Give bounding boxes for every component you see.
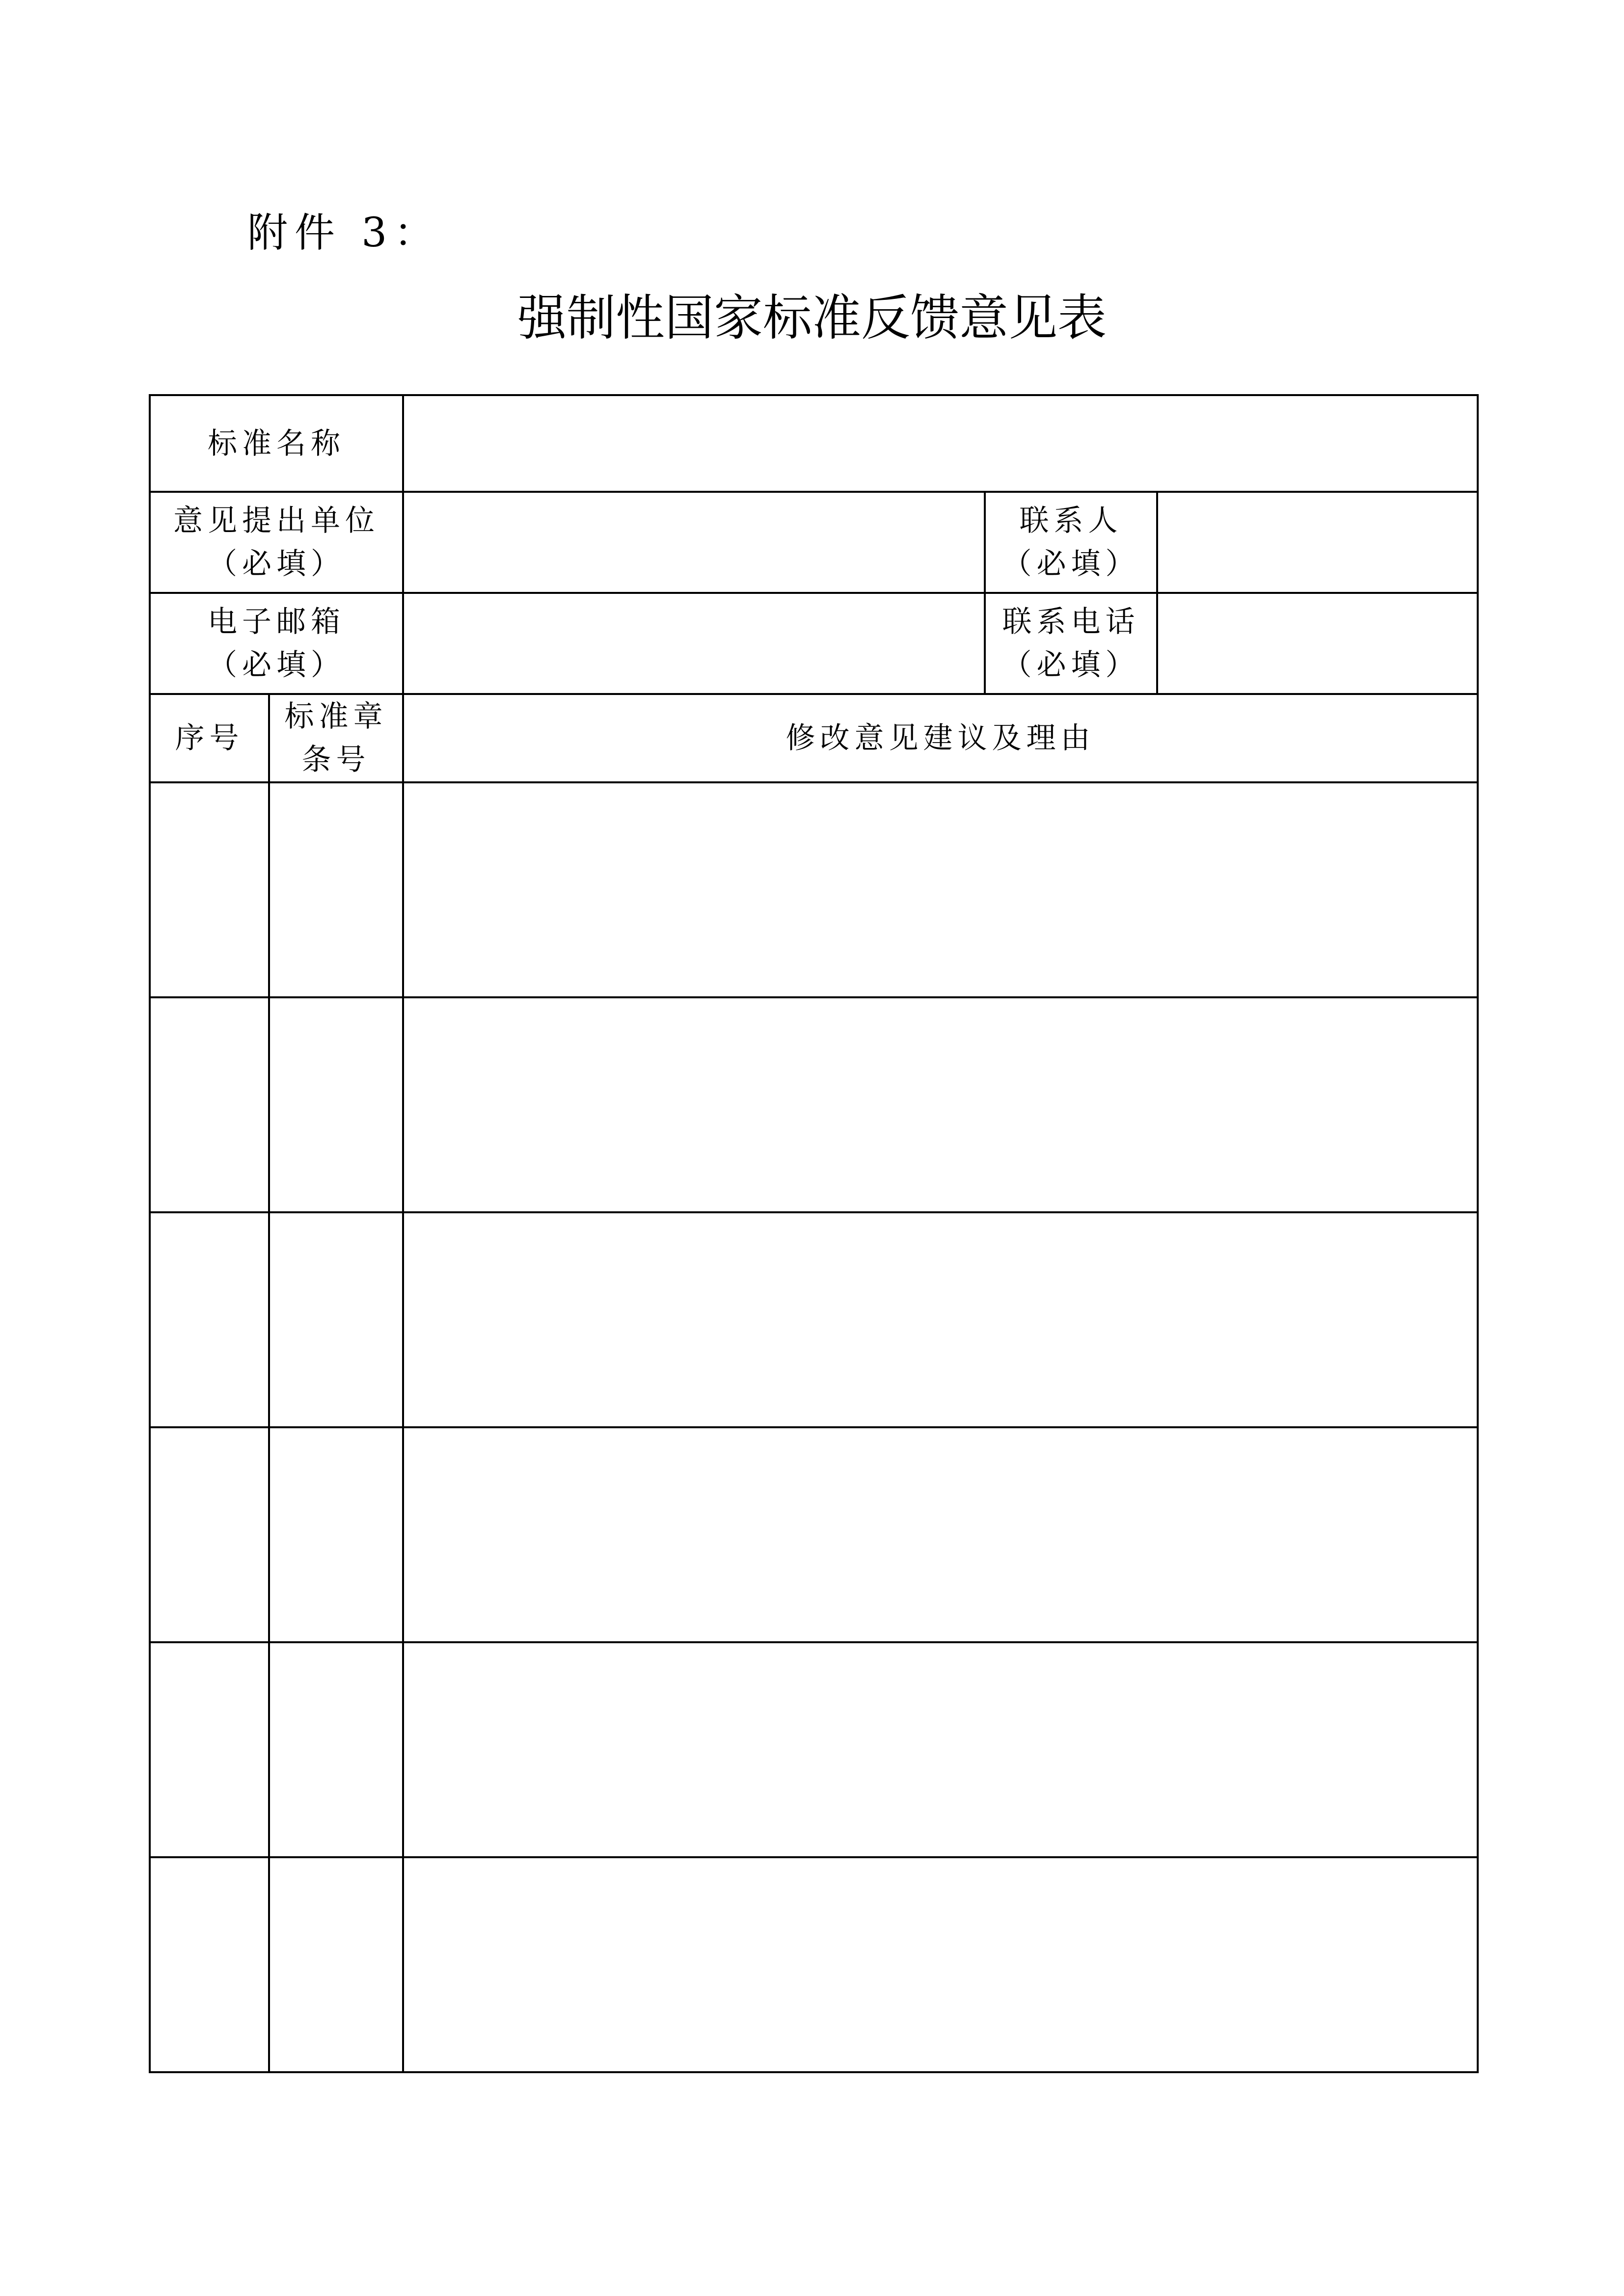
clause-no-header: 标准章条号 (269, 694, 403, 782)
required-note: （必填） (208, 547, 345, 581)
serial-no-cell[interactable] (150, 782, 269, 997)
email-field[interactable] (403, 593, 985, 694)
contact-phone-field[interactable] (1157, 593, 1478, 694)
clause-no-cell[interactable] (269, 1427, 403, 1642)
required-note: （必填） (1002, 547, 1140, 581)
table-row (150, 782, 1478, 997)
attachment-label: 附件 3： (247, 210, 441, 256)
standard-name-label: 标准名称 (150, 395, 403, 492)
submitting-unit-label: 意见提出单位 （必填） (150, 492, 403, 593)
required-note: （必填） (1002, 648, 1140, 682)
clause-no-cell[interactable] (269, 782, 403, 997)
standard-name-field[interactable] (403, 395, 1478, 492)
contact-person-field[interactable] (1157, 492, 1478, 593)
suggestion-cell[interactable] (403, 1212, 1478, 1427)
clause-no-cell[interactable] (269, 1857, 403, 2072)
clause-no-cell[interactable] (269, 1642, 403, 1857)
email-label: 电子邮箱 （必填） (150, 593, 403, 694)
serial-no-cell[interactable] (150, 1427, 269, 1642)
submitting-unit-field[interactable] (403, 492, 985, 593)
email-row (150, 593, 1478, 694)
suggestion-cell[interactable] (403, 1857, 1478, 2072)
table-header-row (150, 694, 1478, 782)
serial-no-header: 序号 (150, 694, 269, 782)
table-row (150, 1857, 1478, 2072)
suggestion-cell[interactable] (403, 997, 1478, 1212)
serial-no-cell[interactable] (150, 1212, 269, 1427)
serial-no-cell[interactable] (150, 997, 269, 1212)
suggestion-header: 修改意见建议及理由 (403, 694, 1478, 782)
required-note: （必填） (208, 648, 345, 682)
suggestion-cell[interactable] (403, 782, 1478, 997)
suggestion-cell[interactable] (403, 1642, 1478, 1857)
submitting-unit-row (150, 492, 1478, 593)
clause-no-cell[interactable] (269, 1212, 403, 1427)
serial-no-cell[interactable] (150, 1857, 269, 2072)
feedback-form-table (149, 394, 1479, 2073)
contact-person-label: 联系人 （必填） (985, 492, 1157, 593)
contact-phone-label: 联系电话 （必填） (985, 593, 1157, 694)
table-row (150, 1212, 1478, 1427)
suggestion-cell[interactable] (403, 1427, 1478, 1642)
table-row (150, 1427, 1478, 1642)
clause-no-cell[interactable] (269, 997, 403, 1212)
document-title: 强制性国家标准反馈意见表 (517, 289, 1107, 347)
serial-no-cell[interactable] (150, 1642, 269, 1857)
standard-name-row (150, 395, 1478, 492)
table-row (150, 1642, 1478, 1857)
table-row (150, 997, 1478, 1212)
